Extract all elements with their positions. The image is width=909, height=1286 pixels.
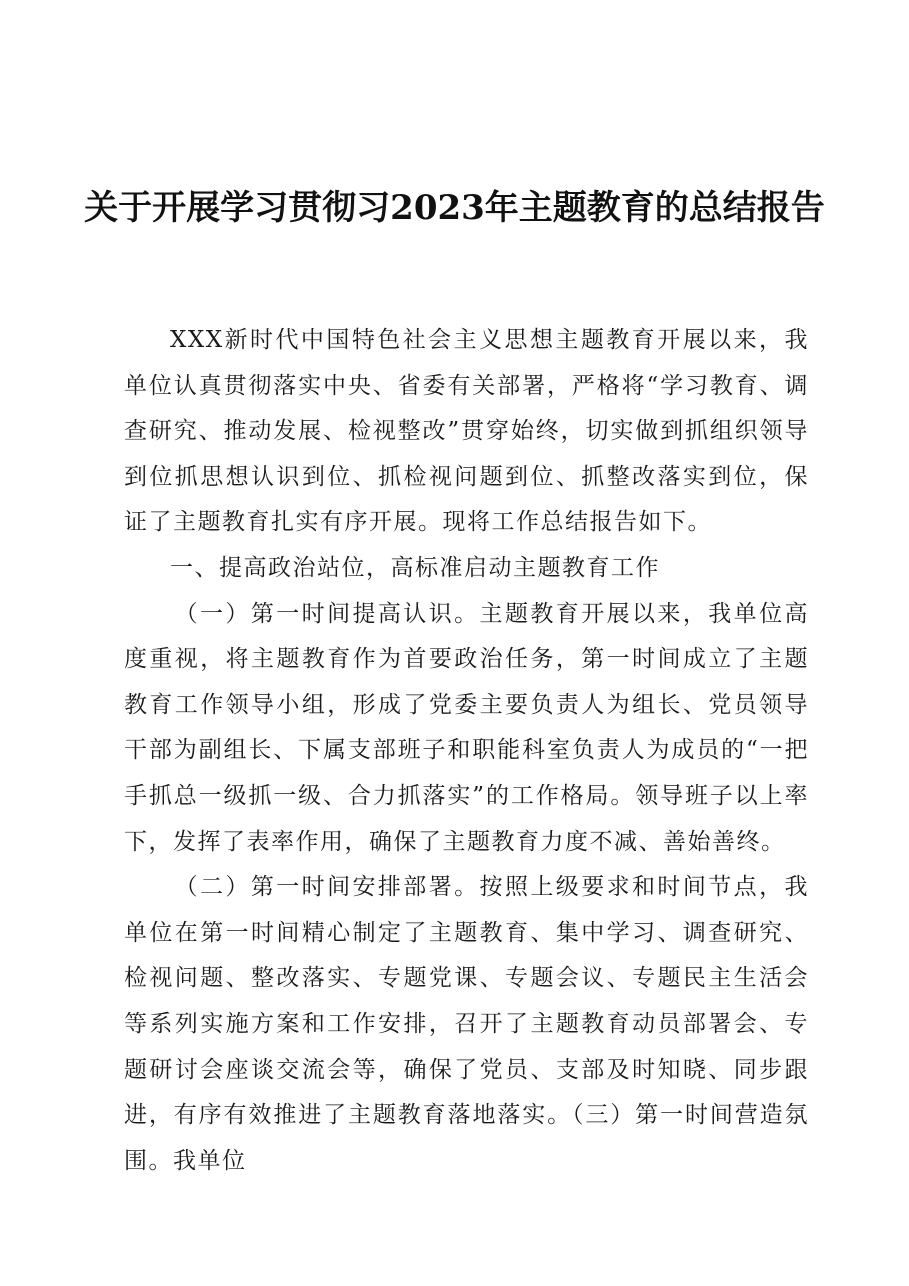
document-title: 关于开展学习贯彻习2023年主题教育的总结报告	[84, 188, 825, 228]
document-body	[124, 318, 809, 1184]
section-heading: 一、提高政治站位，高标准启动主题教育工作	[170, 554, 660, 581]
intro-paragraph: XXX新时代中国特色社会主义思想主题教育开展以来，我单位认真贯彻落实中央、省委有关部署，严格将“学习教育、调查研究、推动发展、检视整改”贯穿始终，切实做到抓组织领导到位抓思想认识到位、抓检视问题到位、抓整改落实到位，保证了主题教育扎实有序开展。现将工作总结报告如下。	[124, 327, 809, 536]
subsection-paragraph-1: （一）第一时间提高认识。主题教育开展以来，我单位高度重视，将主题教育作为首要政治任务，第一时间成立了主题教育工作领导小组，形成了党委主要负责人为组长、党员领导干部为副组长、下属支部班子和职能科室负责人为成员的“一把手抓总一级抓一级、合力抓落实”的工作格局。领导班子以上率下，发挥了表率作用，确保了主题教育力度不减、善始善终。	[124, 600, 809, 855]
subsection-paragraph-2: （二）第一时间安排部署。按照上级要求和时间节点，我单位在第一时间精心制定了主题教育、集中学习、调查研究、检视问题、整改落实、专题党课、专题会议、专题民主生活会等系列实施方案和工作安排，召开了主题教育动员部署会、专题研讨会座谈交流会等，确保了党员、支部及时知晓、同步跟进，有序有效推进了主题教育落地落实。（三）第一时间营造氛围。我单位	[124, 874, 809, 1174]
